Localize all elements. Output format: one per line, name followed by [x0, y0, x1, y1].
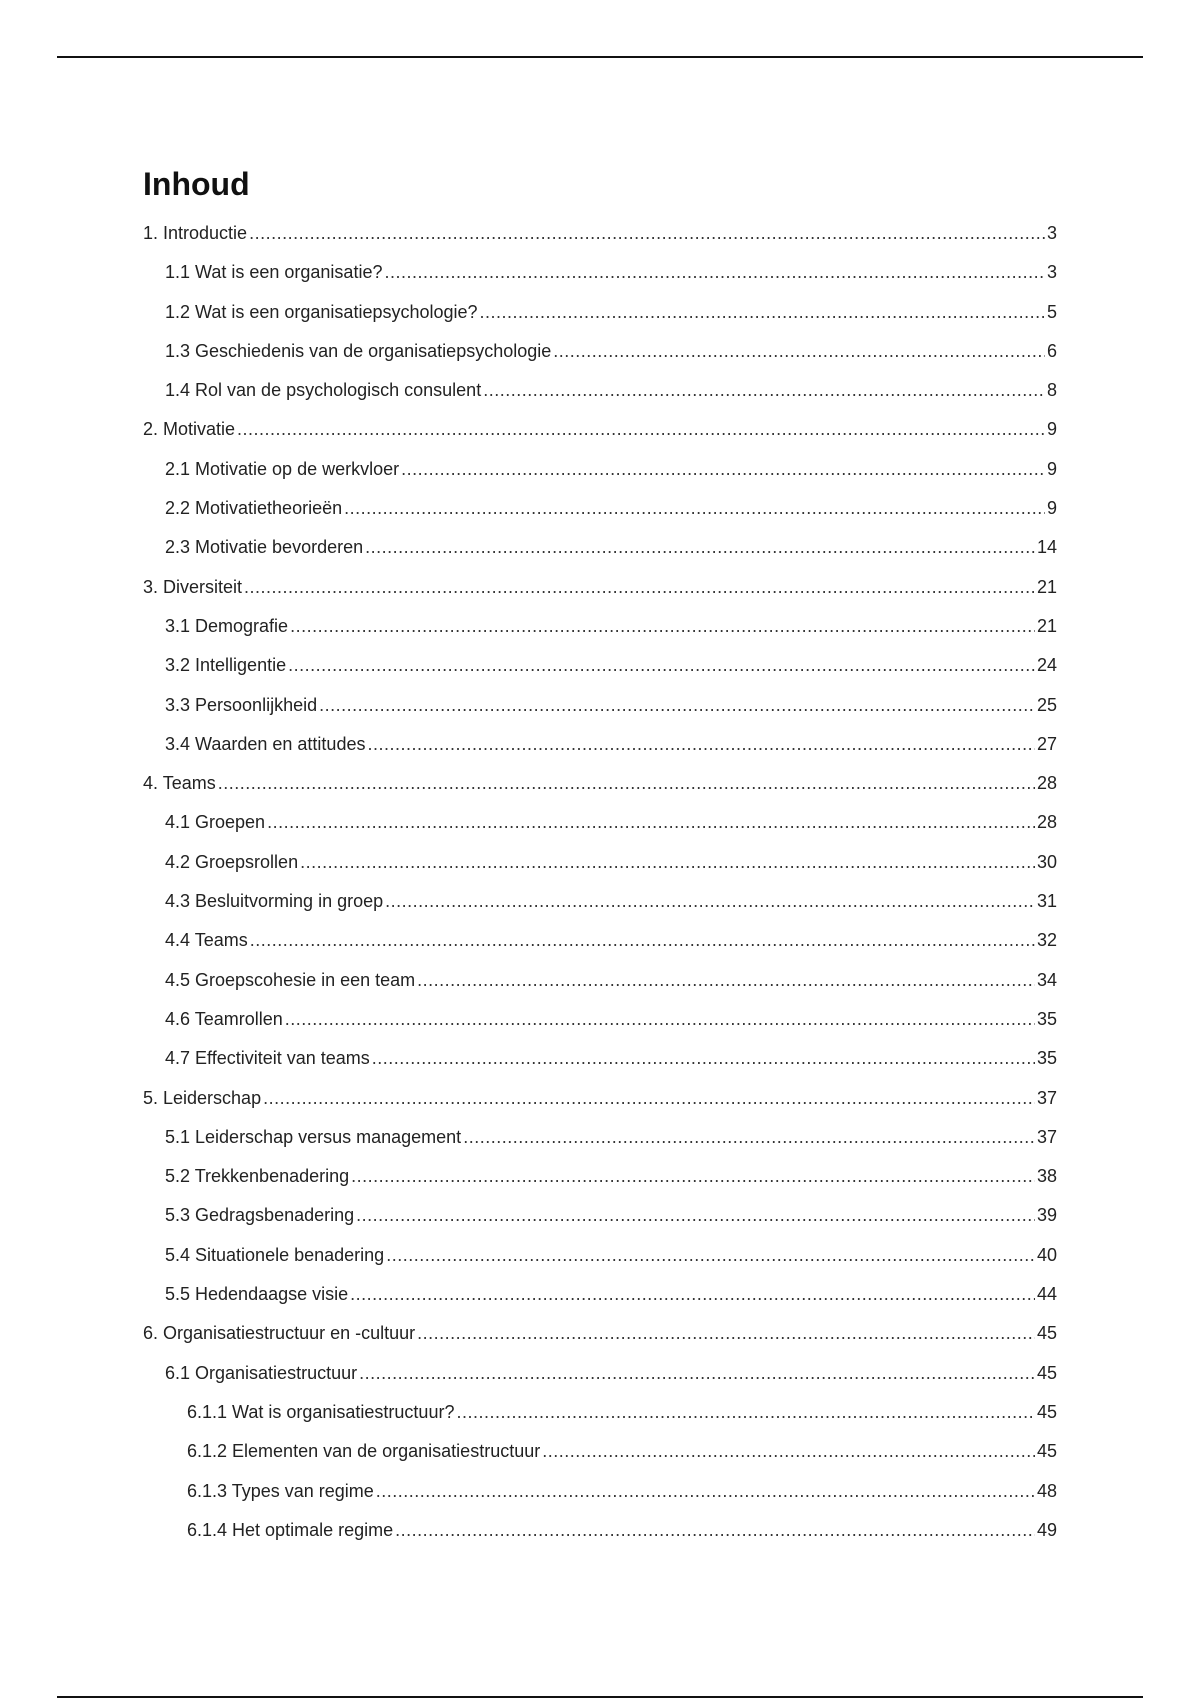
- toc-entry-label: 1.1 Wat is een organisatie?: [165, 262, 383, 283]
- toc-entry[interactable]: [143, 1000, 1057, 1039]
- toc-entry-label: 4. Teams: [143, 773, 216, 794]
- toc-entry-label: 1. Introductie: [143, 223, 248, 243]
- toc-entry-label: 5.5 Hedendaagse visie: [165, 1284, 349, 1305]
- toc-title: Inhoud: [143, 166, 250, 202]
- toc-entry-page-number: 24: [1036, 655, 1057, 676]
- toc-dot-leader: [463, 1118, 1035, 1157]
- toc-entry-label: 1.4 Rol van de psychologisch consulent: [165, 380, 482, 401]
- toc-entry[interactable]: [143, 568, 1057, 607]
- toc-entry[interactable]: [143, 1039, 1057, 1078]
- toc-dot-leader: [542, 1432, 1035, 1471]
- toc-entry[interactable]: [143, 1314, 1057, 1353]
- toc-entry-label: 5.2 Trekkenbenadering: [165, 1166, 350, 1187]
- toc-entry-label: 2. Motivatie: [143, 419, 236, 440]
- toc-entry[interactable]: [143, 332, 1057, 371]
- toc-entry[interactable]: [143, 1275, 1057, 1314]
- toc-dot-leader: [351, 1157, 1035, 1196]
- toc-entry-label: 4.3 Besluitvorming in groep: [165, 891, 384, 912]
- toc-entry-page-number: 45: [1036, 1362, 1057, 1383]
- toc-entry[interactable]: [143, 528, 1057, 567]
- toc-dot-leader: [376, 1472, 1035, 1511]
- toc-dot-leader: [263, 1079, 1035, 1118]
- toc-entry-label: 2.2 Motivatietheorieën: [165, 498, 343, 519]
- toc-dot-leader: [365, 528, 1035, 567]
- toc-entry-page-number: 8: [1046, 380, 1057, 401]
- toc-entry[interactable]: [143, 921, 1057, 960]
- toc-dot-leader: [290, 607, 1035, 646]
- toc-entry-label: 3.4 Waarden en attitudes: [165, 733, 366, 754]
- toc-entry[interactable]: [143, 1079, 1057, 1118]
- toc-dot-leader: [456, 1393, 1035, 1432]
- toc-dot-leader: [395, 1511, 1035, 1550]
- toc-entry[interactable]: [143, 646, 1057, 685]
- toc-entry-page-number: 34: [1036, 969, 1057, 990]
- toc-entry[interactable]: [143, 607, 1057, 646]
- toc-dot-leader: [300, 843, 1035, 882]
- toc-entry-page-number: 40: [1036, 1244, 1057, 1265]
- toc-entry-page-number: 25: [1036, 694, 1057, 715]
- toc-entry-page-number: 45: [1036, 1401, 1057, 1422]
- toc-entry[interactable]: [143, 410, 1057, 449]
- toc-entry[interactable]: [143, 1472, 1057, 1511]
- toc-entry[interactable]: [143, 450, 1057, 489]
- toc-entry-page-number: 48: [1036, 1480, 1057, 1501]
- toc-entry[interactable]: [143, 214, 1057, 253]
- toc-dot-leader: [285, 1000, 1035, 1039]
- toc-entry-label: 2.3 Motivatie bevorderen: [165, 537, 364, 558]
- toc-entry-page-number: 6: [1046, 340, 1057, 361]
- toc-entry-label: 3.3 Persoonlijkheid: [165, 694, 318, 715]
- toc-entry[interactable]: [143, 1157, 1057, 1196]
- toc-entry-page-number: 9: [1046, 498, 1057, 519]
- toc-entry-label: 4.1 Groepen: [165, 812, 266, 833]
- toc-entry[interactable]: [143, 686, 1057, 725]
- toc-entry-page-number: 9: [1046, 419, 1057, 440]
- toc-dot-leader: [319, 686, 1035, 725]
- toc-entry-label: 6.1.1 Wat is organisatiestructuur?: [187, 1401, 455, 1422]
- toc-dot-leader: [244, 568, 1035, 607]
- toc-entry-label: 6.1.2 Elementen van de organisatiestructuur: [187, 1441, 541, 1462]
- toc-entry-page-number: 45: [1036, 1323, 1057, 1344]
- toc-dot-leader: [218, 764, 1035, 803]
- toc-dot-leader: [417, 961, 1035, 1000]
- toc-entry-label: 3. Diversiteit: [143, 576, 243, 597]
- toc-dot-leader: [350, 1275, 1035, 1314]
- toc-entry-label: 2.1 Motivatie op de werkvloer: [165, 458, 400, 479]
- toc-entry-page-number: 32: [1036, 930, 1057, 951]
- toc-entry-page-number: 45: [1036, 1441, 1057, 1462]
- toc-entry[interactable]: [143, 371, 1057, 410]
- toc-dot-leader: [417, 1314, 1035, 1353]
- toc-entry[interactable]: [143, 253, 1057, 292]
- toc-entry[interactable]: [143, 1511, 1057, 1550]
- toc-entry-label: 3.1 Demografie: [165, 615, 289, 636]
- toc-dot-leader: [483, 371, 1045, 410]
- toc-entry-label: 5. Leiderschap: [143, 1087, 262, 1108]
- toc-entry-page-number: 30: [1036, 851, 1057, 872]
- toc-entry-page-number: 21: [1036, 576, 1057, 597]
- toc-entry-label: 5.3 Gedragsbenadering: [165, 1205, 355, 1226]
- toc-dot-leader: [480, 293, 1045, 332]
- toc-entry-page-number: 37: [1036, 1126, 1057, 1147]
- toc-entry-label: 4.2 Groepsrollen: [165, 851, 299, 872]
- toc-entry[interactable]: [143, 764, 1057, 803]
- toc-dot-leader: [367, 725, 1035, 764]
- toc-dot-leader: [250, 921, 1035, 960]
- toc-dot-leader: [372, 1039, 1035, 1078]
- toc-dot-leader: [385, 882, 1035, 921]
- toc-entry-page-number: 27: [1036, 733, 1057, 754]
- toc-entry-page-number: 28: [1036, 773, 1057, 794]
- toc-entry-page-number: 39: [1036, 1205, 1057, 1226]
- toc-entry[interactable]: [143, 803, 1057, 842]
- toc-dot-leader: [356, 1196, 1035, 1235]
- toc-entry-label: 4.6 Teamrollen: [165, 1008, 283, 1029]
- toc-entry-label: 1.3 Geschiedenis van de organisatiepsychologie: [165, 340, 552, 361]
- toc-dot-leader: [237, 410, 1045, 449]
- toc-entry-page-number: 28: [1036, 812, 1057, 833]
- toc-entry[interactable]: [143, 961, 1057, 1000]
- toc-entry-page-number: 5: [1046, 301, 1057, 322]
- toc-entry[interactable]: [143, 1236, 1057, 1275]
- toc-entry-label: 4.5 Groepscohesie in een team: [165, 969, 416, 990]
- toc-entry[interactable]: [143, 882, 1057, 921]
- toc-entry[interactable]: [143, 843, 1057, 882]
- toc-entry[interactable]: [143, 1118, 1057, 1157]
- toc-entry-label: 6.1 Organisatiestructuur: [165, 1362, 358, 1383]
- toc-entry[interactable]: [143, 489, 1057, 528]
- toc-dot-leader: [288, 646, 1035, 685]
- header-rule: [57, 56, 1143, 58]
- toc-dot-leader: [344, 489, 1045, 528]
- footer-rule: [57, 1696, 1143, 1698]
- toc-entry[interactable]: [143, 1393, 1057, 1432]
- toc-entry[interactable]: [143, 725, 1057, 764]
- toc-entry-page-number: 35: [1036, 1048, 1057, 1069]
- toc-entry-label: 5.4 Situationele benadering: [165, 1244, 385, 1265]
- toc-dot-leader: [553, 332, 1045, 371]
- toc-entry-label: 5.1 Leiderschap versus management: [165, 1126, 462, 1147]
- toc-entry-page-number: 49: [1036, 1519, 1057, 1540]
- table-of-contents: [143, 214, 1057, 1550]
- toc-entry-label: 1.2 Wat is een organisatiepsychologie?: [165, 301, 478, 322]
- toc-entry-page-number: 3: [1046, 223, 1057, 243]
- toc-dot-leader: [401, 450, 1045, 489]
- toc-dot-leader: [249, 214, 1045, 253]
- toc-entry-page-number: 37: [1036, 1087, 1057, 1108]
- toc-entry-page-number: 38: [1036, 1166, 1057, 1187]
- toc-entry-label: 4.4 Teams: [165, 930, 248, 951]
- toc-entry-page-number: 14: [1036, 537, 1057, 558]
- toc-entry-page-number: 44: [1036, 1284, 1057, 1305]
- toc-entry-label: 4.7 Effectiviteit van teams: [165, 1048, 370, 1069]
- toc-entry-page-number: 21: [1036, 615, 1057, 636]
- toc-entry-label: 6.1.3 Types van regime: [187, 1480, 374, 1501]
- toc-entry-page-number: 31: [1036, 891, 1057, 912]
- toc-entry-label: 6.1.4 Het optimale regime: [187, 1519, 394, 1540]
- toc-entry[interactable]: [143, 293, 1057, 332]
- toc-entry-label: 6. Organisatiestructuur en -cultuur: [143, 1323, 416, 1344]
- toc-entry[interactable]: [143, 1432, 1057, 1471]
- toc-dot-leader: [359, 1354, 1035, 1393]
- toc-entry-label: 3.2 Intelligentie: [165, 655, 287, 676]
- toc-entry-page-number: 9: [1046, 458, 1057, 479]
- toc-dot-leader: [384, 253, 1045, 292]
- toc-entry[interactable]: [143, 1354, 1057, 1393]
- toc-dot-leader: [267, 803, 1035, 842]
- toc-dot-leader: [386, 1236, 1035, 1275]
- toc-entry[interactable]: [143, 1196, 1057, 1235]
- toc-entry-page-number: 35: [1036, 1008, 1057, 1029]
- toc-entry-page-number: 3: [1046, 262, 1057, 283]
